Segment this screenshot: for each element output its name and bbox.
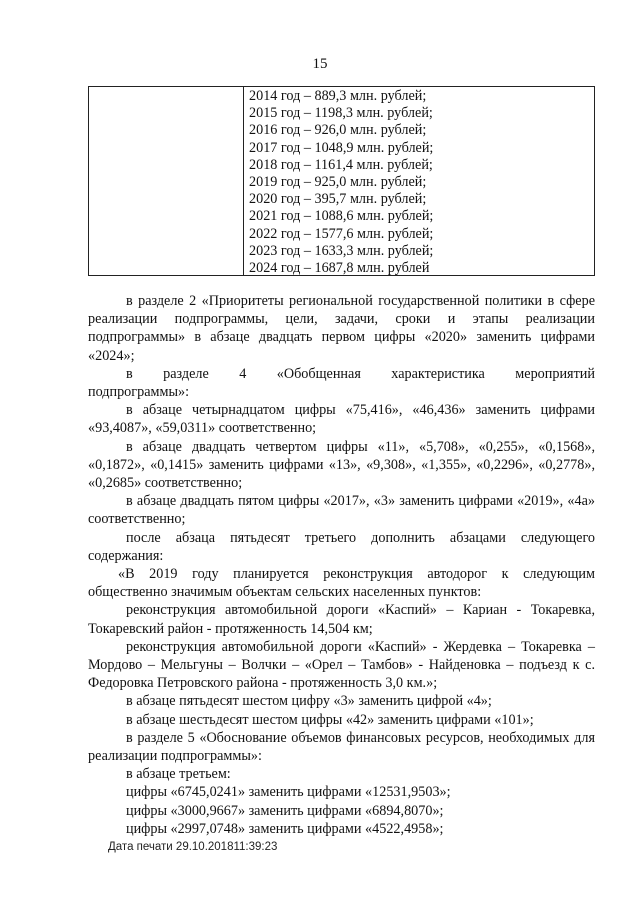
paragraph-abzac-25: в абзаце двадцать пятом цифры «2017», «3» заменить цифрами «2019», «4а» соответственно;	[88, 493, 595, 528]
paragraph-after-53: после абзаца пятьдесят третьего дополнить абзацами следующего содержания:	[88, 529, 595, 564]
budget-line: 2021 год – 1088,6 млн. рублей;	[249, 208, 434, 225]
budget-line: 2019 год – 925,0 млн. рублей;	[249, 174, 427, 191]
word: мероприятий	[515, 365, 595, 382]
word: «Обобщенная	[276, 365, 361, 382]
paragraph-replace-1: цифры «6745,0241» заменить цифрами «12531,9503»;	[126, 784, 451, 801]
document-body	[88, 292, 595, 838]
budget-table-empty-cell	[89, 87, 244, 275]
print-date: Дата печати 29.10.201811:39:23	[108, 841, 278, 853]
budget-line: 2014 год – 889,3 млн. рублей;	[249, 88, 427, 104]
budget-line: 2022 год – 1577,6 млн. рублей;	[249, 225, 434, 242]
budget-line: 2017 год – 1048,9 млн. рублей;	[249, 139, 434, 156]
budget-line: 2023 год – 1633,3 млн. рублей;	[249, 242, 434, 259]
paragraph-abzac-56: в абзаце пятьдесят шестом цифру «3» заменить цифрой «4»;	[126, 693, 492, 710]
paragraph-section-2: в разделе 2 «Приоритеты региональной государственной политики в сфере реализации подпрограммы, цели, задачи, сроки и этапы реализации подпрограммы» в абзаце двадцать первом цифры «2020» заменить цифрами «2024»;	[88, 293, 595, 364]
word: разделе	[163, 365, 209, 382]
page-number: 15	[312, 56, 328, 72]
word: в	[126, 365, 133, 382]
paragraph-quote-2019: «В 2019 году планируется реконструкция автодорог к следующим общественно значимым объектам сельских населенных пунктов:	[88, 566, 595, 601]
word: характеристика	[391, 365, 485, 382]
budget-table	[88, 86, 595, 276]
budget-line: 2018 год – 1161,4 млн. рублей;	[249, 156, 433, 173]
paragraph-replace-2: цифры «3000,9667» заменить цифрами «6894,8070»;	[126, 802, 444, 819]
paragraph-road-kaspiy-karian: реконструкция автомобильной дороги «Каспий» – Кариан - Токаревка, Токаревский район - протяженность 14,504 км;	[88, 602, 595, 637]
budget-line: 2024 год – 1687,8 млн. рублей	[249, 260, 430, 277]
paragraph-abzac-14: в абзаце четырнадцатом цифры «75,416», «46,436» заменить цифрами «93,4087», «59,0311» соответственно;	[88, 402, 595, 437]
budget-table-values-cell	[244, 87, 594, 275]
paragraph-abzac-66: в абзаце шестьдесят шестом цифры «42» заменить цифрами «101»;	[126, 711, 534, 728]
paragraph-abzac-24: в абзаце двадцать четвертом цифры «11», «5,708», «0,255», «0,1568», «0,1872», «0,1415» заменить цифрами «13», «9,308», «1,355», «0,2296», «0,2778», «0,2685» соответственно;	[88, 438, 595, 492]
paragraph-section-4-heading	[88, 365, 595, 383]
paragraph-section-4-tail: подпрограммы»:	[88, 384, 190, 401]
paragraph-road-kaspiy-zherdevka: реконструкция автомобильной дороги «Каспий» - Жердевка – Токаревка – Мордово – Мельгуны – Волчки – «Орел – Тамбов» - Найденовка – подъезд к с. Федоровка Петровского района - протяженность 3,0 км.»;	[88, 638, 595, 692]
budget-line: 2020 год – 395,7 млн. рублей;	[249, 191, 427, 208]
paragraph-replace-3: цифры «2997,0748» заменить цифрами «4522,4958»;	[126, 820, 444, 837]
word: 4	[239, 365, 247, 382]
paragraph-section-5: в разделе 5 «Обоснование объемов финансовых ресурсов, необходимых для реализации подпрограммы»:	[88, 729, 595, 765]
budget-line: 2015 год – 1198,3 млн. рублей;	[249, 105, 433, 122]
paragraph-abzac-3: в абзаце третьем:	[126, 766, 231, 783]
budget-line: 2016 год – 926,0 млн. рублей;	[249, 122, 427, 139]
